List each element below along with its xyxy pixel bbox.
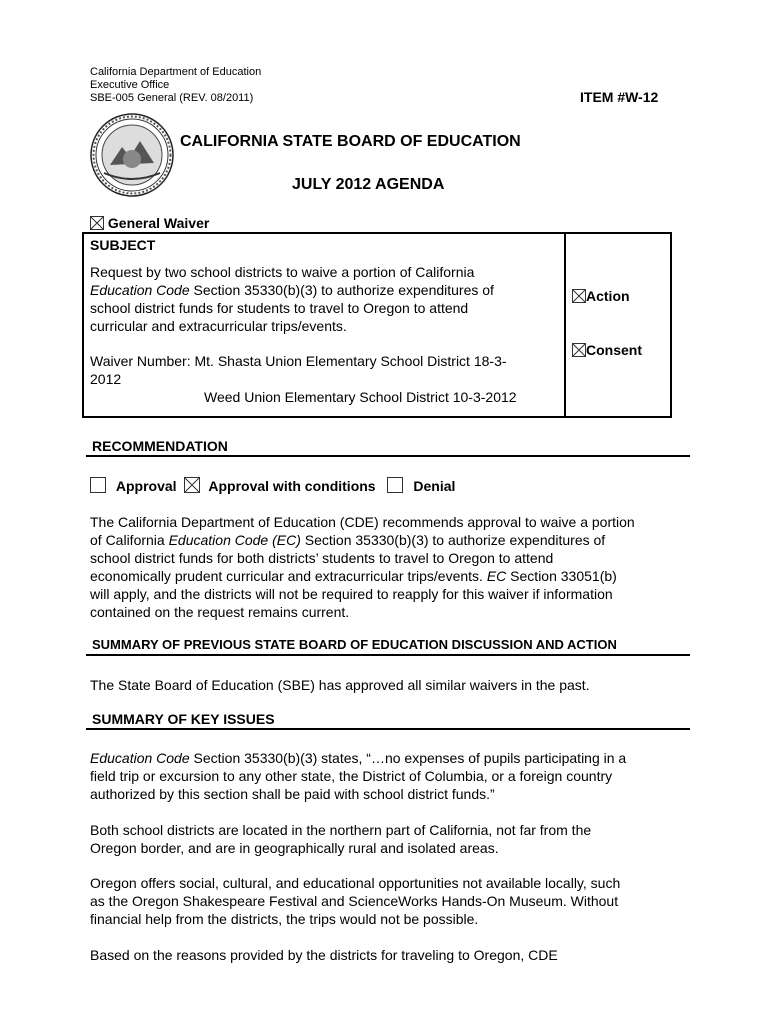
- agenda-title: JULY 2012 AGENDA: [292, 176, 445, 193]
- waiver-number-line-3: Weed Union Elementary School District 10-3-2012: [204, 389, 517, 405]
- subject-line-1: Request by two school districts to waive a portion of California: [90, 264, 475, 280]
- item-number: ITEM #W-12: [580, 89, 659, 105]
- subject-line-2-italic: Education Code: [90, 282, 190, 298]
- summary-previous-rule: [86, 654, 690, 656]
- rec-line-2-pre: of California: [90, 532, 169, 548]
- rec-line-2: [90, 531, 635, 549]
- state-seal-icon: [90, 113, 174, 197]
- approval-conditions-label: Approval with conditions: [208, 478, 376, 494]
- subject-line-3: school district funds for students to travel to Oregon to attend: [90, 300, 469, 316]
- consent-checkbox[interactable]: [572, 343, 586, 357]
- board-title: CALIFORNIA STATE BOARD OF EDUCATION: [180, 133, 521, 150]
- subject-line-2: [90, 281, 494, 299]
- rec-line-4-pre: economically prudent curricular and extracurricular trips/events.: [90, 568, 487, 584]
- action-checkbox[interactable]: [572, 289, 586, 303]
- rec-line-4: [90, 567, 635, 585]
- general-waiver-checkbox[interactable]: [90, 216, 104, 230]
- recommendation-options: [90, 477, 455, 494]
- general-waiver: [90, 215, 209, 231]
- action-option: [572, 288, 630, 304]
- key-issues-p2: [90, 821, 591, 857]
- denial-label: Denial: [413, 478, 456, 494]
- key-p1-italic: Education Code: [90, 750, 190, 766]
- rec-line-5: will apply, and the districts will not be required to reapply for this waiver if information: [90, 586, 613, 602]
- key-p1-line-2: field trip or excursion to any other state, the District of Columbia, or a foreign country: [90, 768, 613, 784]
- header-form-number: SBE-005 General (REV. 08/2011): [90, 92, 254, 104]
- key-p3-line-3: financial help from the districts, the trips would not be possible.: [90, 911, 479, 927]
- rec-line-4-italic: EC: [486, 568, 507, 584]
- rec-line-2-italic: Education Code (EC): [168, 532, 301, 548]
- denial-checkbox[interactable]: [387, 477, 403, 493]
- key-p1-line-1-rest: Section 35330(b)(3) states, “…no expenses of pupils participating in a: [189, 750, 627, 766]
- key-p1-line-1: [90, 749, 626, 767]
- key-p2-line-2: Oregon border, and are in geographically rural and isolated areas.: [90, 840, 499, 856]
- action-consent-box: [564, 232, 672, 418]
- consent-label: Consent: [586, 342, 642, 358]
- approval-conditions-checkbox[interactable]: [184, 477, 200, 493]
- rec-line-3: school district funds for both districts’ students to travel to Oregon to attend: [90, 550, 554, 566]
- rec-line-6: contained on the request remains current.: [90, 604, 350, 620]
- action-label: Action: [586, 288, 630, 304]
- recommendation-rule: [86, 455, 690, 457]
- rec-line-1: The California Department of Education (CDE) recommends approval to waive a portion: [90, 514, 635, 530]
- key-issues-p1: [90, 749, 626, 803]
- key-issues-p3: [90, 874, 620, 928]
- subject-line-2-rest: Section 35330(b)(3) to authorize expenditures of: [189, 282, 494, 298]
- key-issues-p4: Based on the reasons provided by the districts for traveling to Oregon, CDE: [90, 947, 558, 963]
- key-p3-line-1: Oregon offers social, cultural, and educational opportunities not available locally, such: [90, 875, 621, 891]
- key-issues-rule: [86, 728, 690, 730]
- consent-option: [572, 342, 642, 358]
- header-office: Executive Office: [90, 79, 170, 91]
- recommendation-text: [90, 513, 635, 621]
- rec-line-4-post: Section 33051(b): [506, 568, 617, 584]
- header-dept: California Department of Education: [90, 66, 262, 78]
- key-p1-line-3: authorized by this section shall be paid with school district funds.”: [90, 786, 495, 802]
- subject-heading: SUBJECT: [90, 237, 156, 253]
- summary-previous-text: The State Board of Education (SBE) has approved all similar waivers in the past.: [90, 677, 590, 693]
- general-waiver-label: General Waiver: [107, 215, 210, 231]
- approval-label: Approval: [115, 478, 177, 494]
- rec-line-2-post: Section 35330(b)(3) to authorize expenditures of: [300, 532, 606, 548]
- waiver-number-line-1: Waiver Number: Mt. Shasta Union Elementary School District 18-3-: [90, 353, 507, 369]
- key-issues-heading: SUMMARY OF KEY ISSUES: [92, 711, 275, 727]
- key-p2-line-1: Both school districts are located in the northern part of California, not far from the: [90, 822, 592, 838]
- recommendation-heading: RECOMMENDATION: [92, 438, 228, 454]
- summary-previous-heading: SUMMARY OF PREVIOUS STATE BOARD OF EDUCATION DISCUSSION AND ACTION: [92, 637, 617, 652]
- subject-line-4: curricular and extracurricular trips/events.: [90, 318, 347, 334]
- approval-checkbox[interactable]: [90, 477, 106, 493]
- key-p3-line-2: as the Oregon Shakespeare Festival and ScienceWorks Hands-On Museum. Without: [90, 893, 619, 909]
- waiver-number-line-2: 2012: [90, 371, 122, 387]
